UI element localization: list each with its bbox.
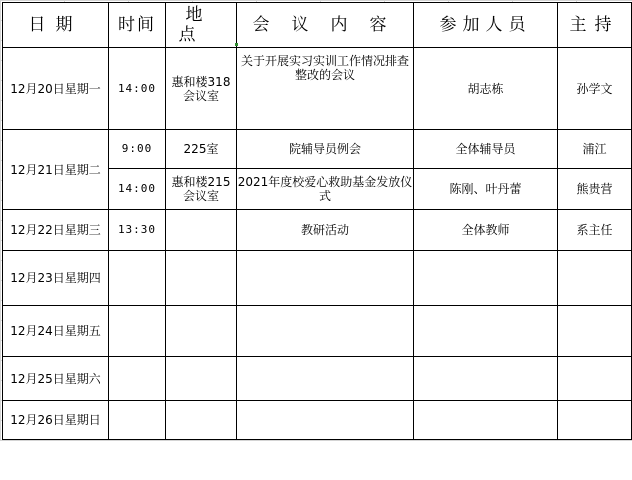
content-cell[interactable] <box>237 251 414 306</box>
content-cell[interactable] <box>237 357 414 401</box>
date-cell[interactable]: 12月23日星期四 <box>3 251 109 306</box>
place-cell[interactable] <box>166 357 237 401</box>
host-cell[interactable]: 浦江 <box>558 130 632 169</box>
content-cell[interactable] <box>237 401 414 440</box>
content-cell[interactable]: 院辅导员例会 <box>237 130 414 169</box>
table-row <box>3 130 632 169</box>
date-cell[interactable]: 12月21日星期二 <box>3 130 109 210</box>
time-cell[interactable]: 14:00 <box>109 169 166 210</box>
place-cell[interactable] <box>166 401 237 440</box>
place-cell[interactable]: 225室 <box>166 130 237 169</box>
header-attendees[interactable]: 参加人员 <box>414 3 558 48</box>
attendees-cell[interactable]: 全体辅导员 <box>414 130 558 169</box>
header-host[interactable]: 主持 <box>558 3 632 48</box>
host-cell[interactable]: 系主任 <box>558 210 632 251</box>
attendees-cell[interactable] <box>414 251 558 306</box>
time-cell[interactable] <box>109 251 166 306</box>
date-cell[interactable]: 12月25日星期六 <box>3 357 109 401</box>
host-cell[interactable] <box>558 357 632 401</box>
time-cell[interactable]: 9:00 <box>109 130 166 169</box>
date-cell[interactable]: 12月24日星期五 <box>3 306 109 357</box>
table-row <box>3 401 632 440</box>
host-cell[interactable] <box>558 251 632 306</box>
table-row <box>3 48 632 130</box>
time-cell[interactable] <box>109 306 166 357</box>
table-row <box>3 210 632 251</box>
time-cell[interactable]: 13:30 <box>109 210 166 251</box>
empty-sheet-area <box>0 440 632 480</box>
place-cell[interactable] <box>166 210 237 251</box>
time-cell[interactable]: 14:00 <box>109 48 166 130</box>
time-cell[interactable] <box>109 357 166 401</box>
attendees-cell[interactable]: 胡志栋 <box>414 48 558 130</box>
table-row <box>3 357 632 401</box>
attendees-cell[interactable] <box>414 401 558 440</box>
host-cell[interactable]: 熊贵营 <box>558 169 632 210</box>
date-cell[interactable]: 12月26日星期日 <box>3 401 109 440</box>
header-place[interactable]: 地点 <box>166 3 237 48</box>
content-cell[interactable]: 教研活动 <box>237 210 414 251</box>
place-cell[interactable]: 惠和楼318会议室 <box>166 48 237 130</box>
place-cell[interactable] <box>166 251 237 306</box>
header-time[interactable]: 时间 <box>109 3 166 48</box>
host-cell[interactable]: 孙学文 <box>558 48 632 130</box>
content-cell[interactable]: 2021年度校爱心救助基金发放仪式 <box>237 169 414 210</box>
cell-comment-marker <box>235 43 238 46</box>
time-cell[interactable] <box>109 401 166 440</box>
place-cell[interactable] <box>166 306 237 357</box>
content-cell[interactable]: 关于开展实习实训工作情况排查整改的会议 <box>237 48 414 130</box>
host-cell[interactable] <box>558 306 632 357</box>
header-content[interactable]: 会议内容 <box>237 3 414 48</box>
attendees-cell[interactable]: 陈刚、叶丹蕾 <box>414 169 558 210</box>
table-row <box>3 306 632 357</box>
attendees-cell[interactable] <box>414 357 558 401</box>
host-cell[interactable] <box>558 401 632 440</box>
table-row <box>3 251 632 306</box>
meeting-schedule-table <box>2 2 632 440</box>
attendees-cell[interactable] <box>414 306 558 357</box>
header-date[interactable]: 日期 <box>3 3 109 48</box>
date-cell[interactable]: 12月22日星期三 <box>3 210 109 251</box>
attendees-cell[interactable]: 全体教师 <box>414 210 558 251</box>
content-cell[interactable] <box>237 306 414 357</box>
date-cell[interactable]: 12月20日星期一 <box>3 48 109 130</box>
header-row <box>3 3 632 48</box>
place-cell[interactable]: 惠和楼215会议室 <box>166 169 237 210</box>
